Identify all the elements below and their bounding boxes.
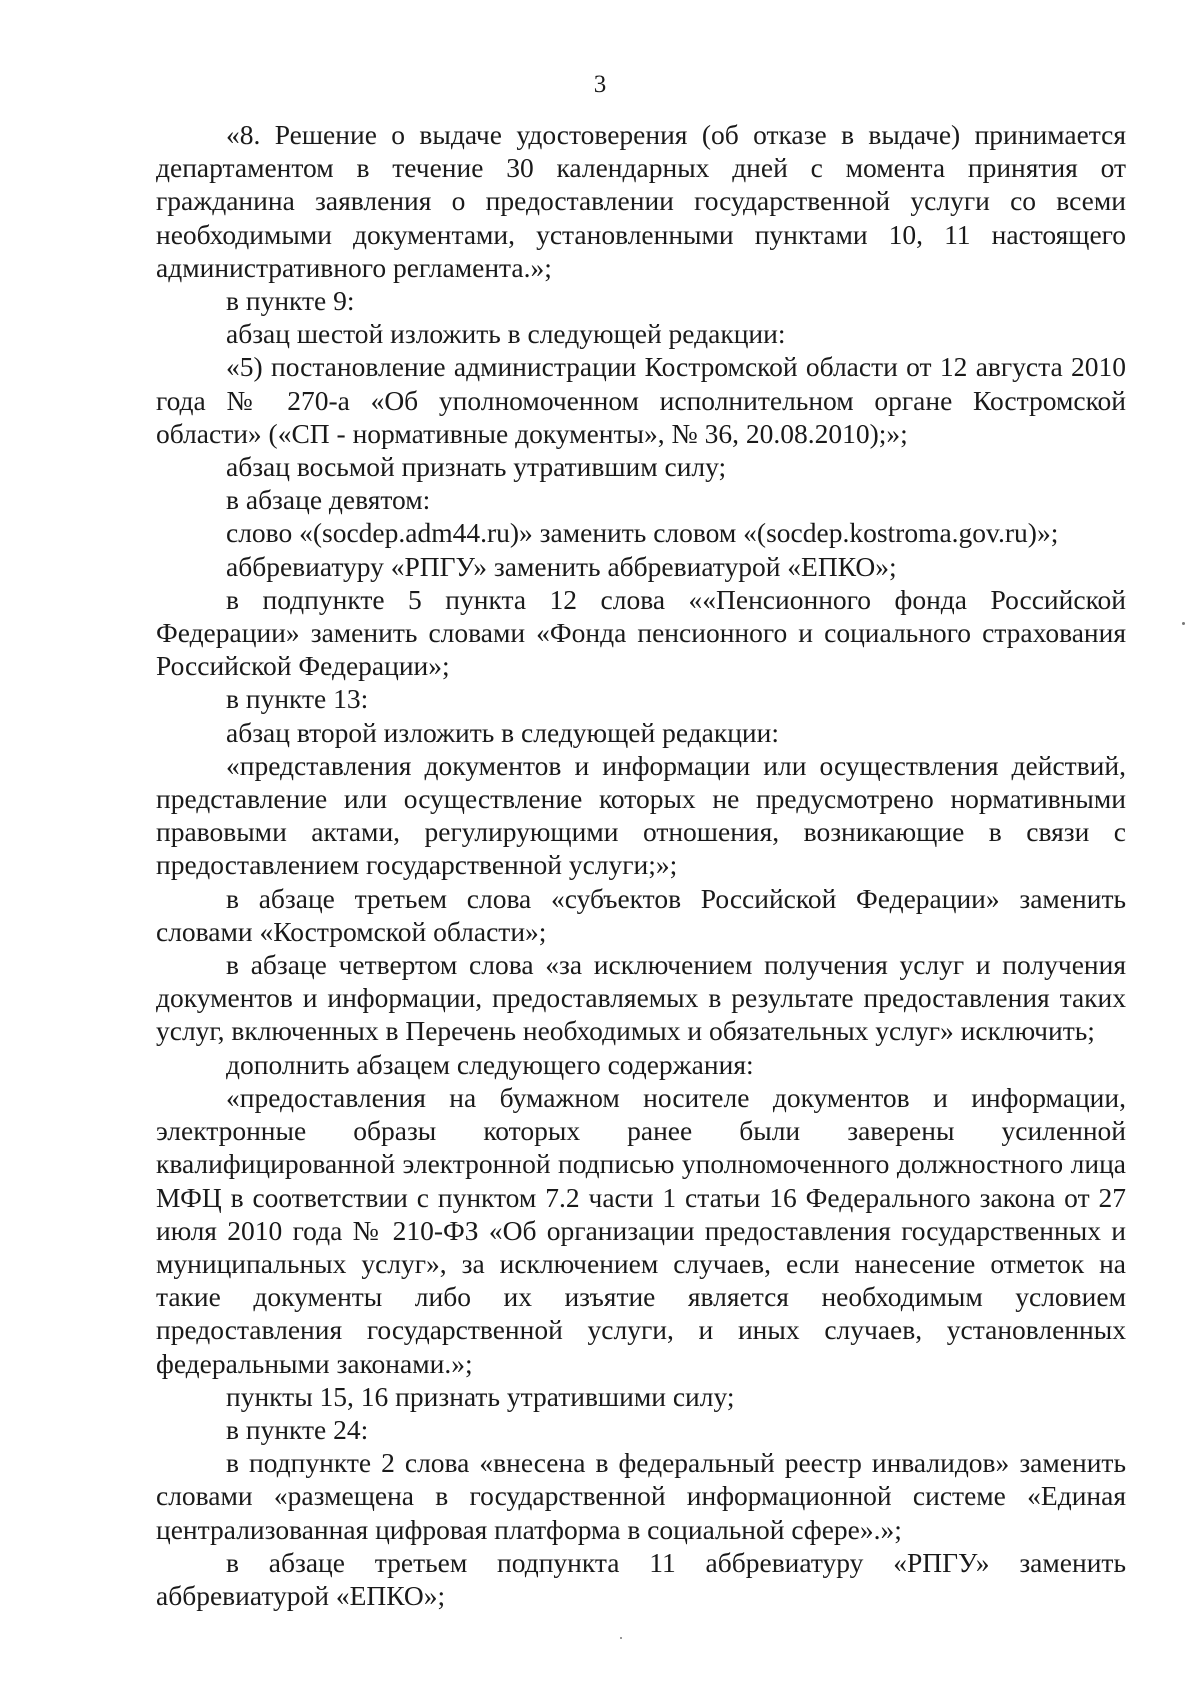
paragraph-sixth-abzac-intro: абзац шестой изложить в следующей редакции: <box>226 318 786 350</box>
paragraph-added-abzac-text: «предоставления на бумажном носителе документов и информации, электронные образы которых ранее были заверены усиленной квалифицированной электронной подписью уполномоченного должностного лица МФЦ в соответствии с пунктом 7.2 части 1 статьи 16 Федерального закона от 27 июля 2010 года № 210-ФЗ «Об организации предоставления государственных и муниципальных услуг», за исключением случаев, если нанесение отметок на такие документы либо их изъятие является необходимым условием предоставления государственной услуги, и иных случаев, установленных федеральными законами.»; <box>156 1081 1126 1379</box>
paragraph-ninth-abzac-intro: в абзаце девятом: <box>226 484 431 516</box>
page-number: 3 <box>593 71 607 98</box>
scan-speck <box>1182 622 1185 625</box>
paragraph-eighth-abzac: абзац восьмой признать утратившим силу; <box>226 451 727 483</box>
paragraph-add-abzac-intro: дополнить абзацем следующего содержания: <box>226 1048 754 1080</box>
paragraph-third-abzac: в абзаце третьем слова «субъектов Российской Федерации» заменить словами «Костромской области»; <box>156 882 1126 947</box>
paragraph-subpoint-2: в подпункте 2 слова «внесена в федеральный реестр инвалидов» заменить словами «размещена в государственной информационной системе «Единая централизованная цифровая платформа в социальной сфере».»; <box>156 1447 1126 1545</box>
paragraph-fourth-abzac: в абзаце четвертом слова «за исключением получения услуг и получения документов и информации, предоставляемых в результате предоставления таких услуг, включенных в Перечень необходимых и обязательных услуг» исключить; <box>156 949 1126 1047</box>
paragraph-point-13-intro: в пункте 13: <box>226 683 369 715</box>
document-body <box>156 118 1126 1612</box>
paragraph-replace-abbreviation: аббревиатуру «РПГУ» заменить аббревиатурой «ЕПКО»; <box>226 550 897 582</box>
paragraph-subpoint-11: в абзаце третьем подпункта 11 аббревиатуру «РПГУ» заменить аббревиатурой «ЕПКО»; <box>156 1546 1126 1611</box>
paragraph-point-24-intro: в пункте 24: <box>226 1413 369 1445</box>
paragraph-point-9-intro: в пункте 9: <box>226 285 355 317</box>
paragraph-point-12: в подпункте 5 пункта 12 слова ««Пенсионного фонда Российской Федерации» заменить словами «Фонда пенсионного и социального страхования Российской Федерации»; <box>156 583 1126 682</box>
paragraph-second-abzac-intro: абзац второй изложить в следующей редакции: <box>226 716 780 748</box>
scan-speck <box>620 1637 622 1639</box>
paragraph-points-15-16: пункты 15, 16 признать утратившими силу; <box>226 1380 735 1412</box>
paragraph-second-abzac-text: «представления документов и информации или осуществления действий, представление или осуществление которых не предусмотрено нормативными правовыми актами, регулирующими отношения, возникающие в связи с предоставлением государственной услуги;»; <box>156 749 1126 881</box>
paragraph-replace-domain: слово «(socdep.adm44.ru)» заменить словом «(socdep.kostroma.gov.ru)»; <box>226 517 1059 549</box>
paragraph-item-8: «8. Решение о выдаче удостоверения (об отказе в выдаче) принимается департаментом в течение 30 календарных дней с момента принятия от гражданина заявления о предоставлении государственной услуги со всеми необходимыми документами, установленными пунктами 10, 11 настоящего административного регламента.»; <box>156 119 1126 283</box>
paragraph-resolution-270a: «5) постановление администрации Костромской области от 12 августа 2010 года № 270-а «Об уполномоченном исполнительном органе Костромской области» («СП - нормативные документы», № 36, 20.08.2010);»; <box>156 351 1126 449</box>
